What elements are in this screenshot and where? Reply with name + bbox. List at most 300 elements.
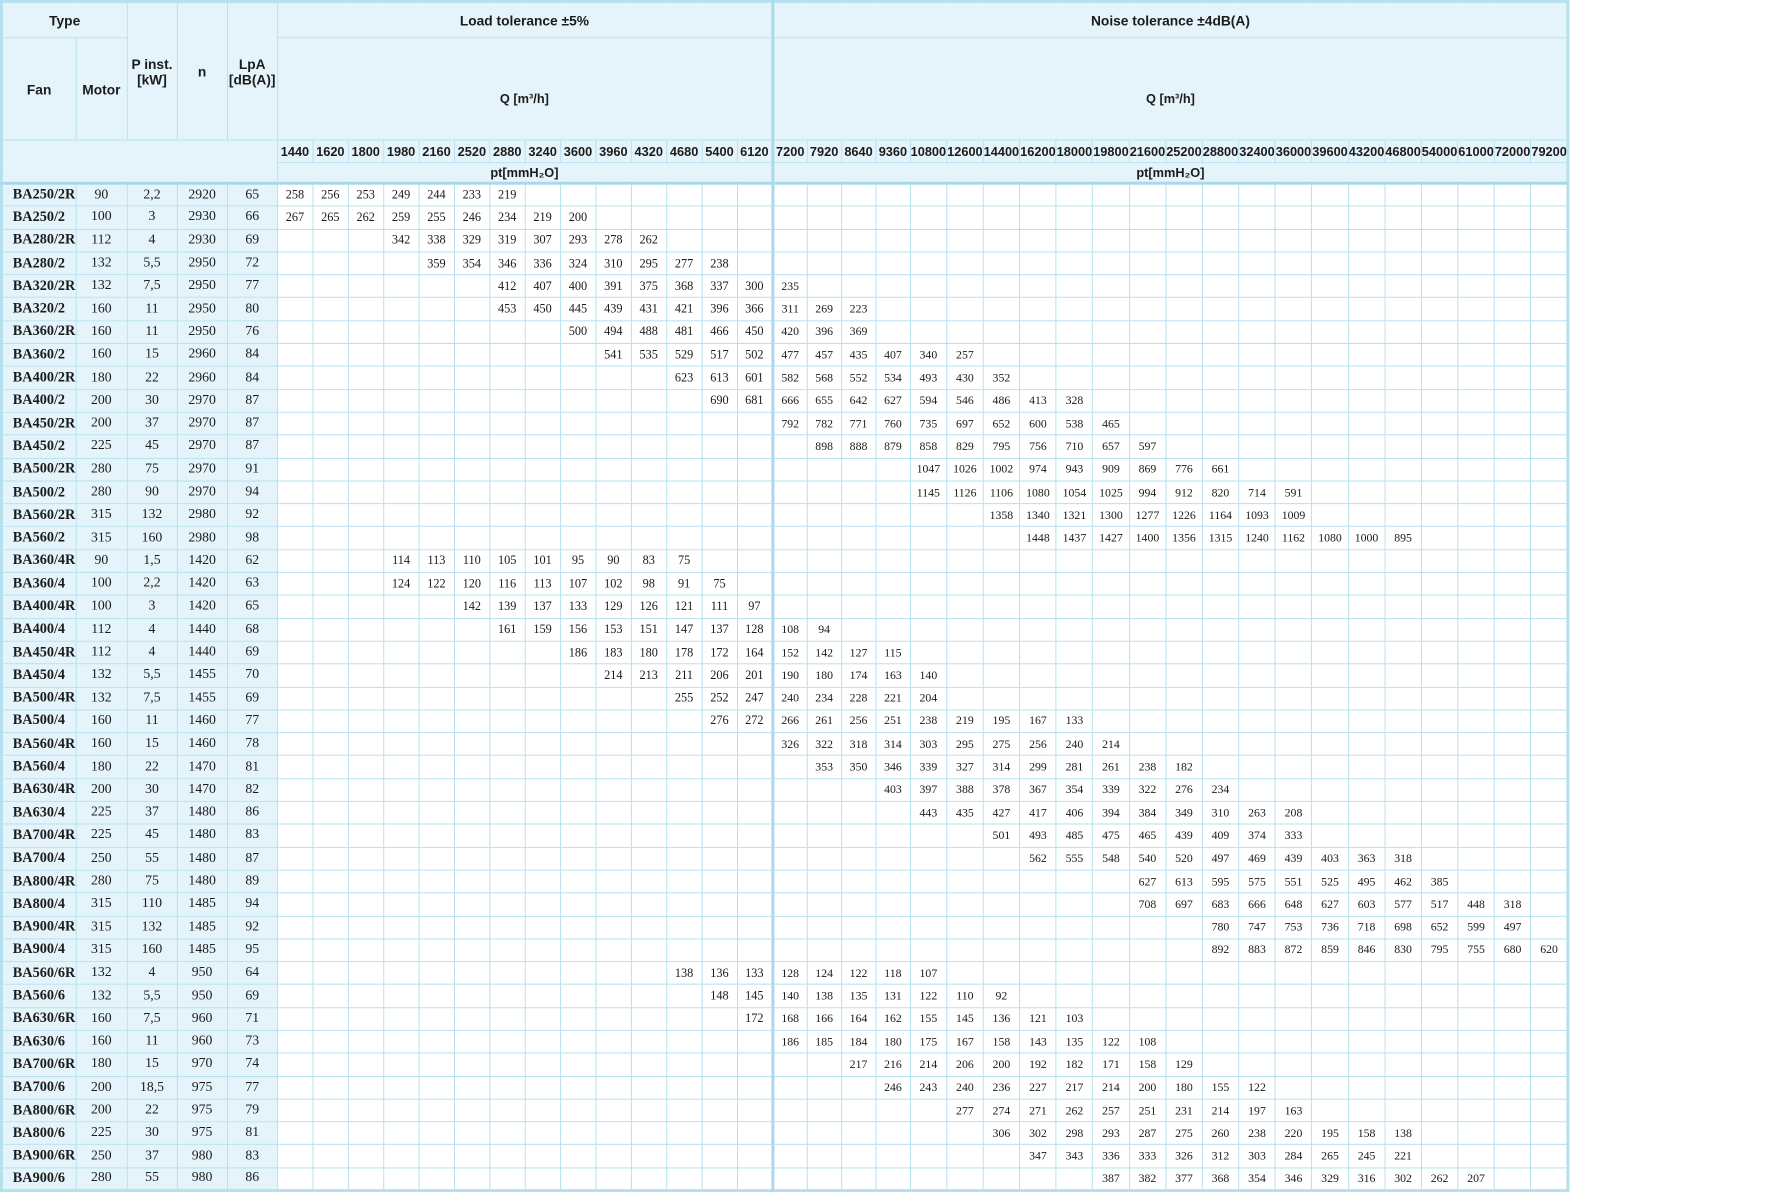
pressure-cell: 252 <box>702 687 737 710</box>
pressure-cell <box>1458 801 1495 824</box>
table-row <box>1 344 1568 367</box>
pressure-cell: 107 <box>910 962 947 985</box>
pressure-cell <box>277 321 312 344</box>
pressure-cell <box>1531 1030 1568 1053</box>
pressure-cell <box>631 824 666 847</box>
pressure-cell <box>419 962 454 985</box>
pressure-cell <box>560 779 595 802</box>
pressure-cell: 846 <box>1348 939 1385 962</box>
pressure-cell: 435 <box>841 344 875 367</box>
power-cell: 75 <box>127 458 177 481</box>
pressure-cell: 388 <box>947 779 984 802</box>
pressure-cell <box>983 572 1020 595</box>
pressure-cell <box>419 710 454 733</box>
pressure-cell <box>1056 595 1093 618</box>
pressure-cell <box>1421 206 1458 229</box>
pressure-cell <box>1531 275 1568 298</box>
pressure-cell <box>1020 664 1057 687</box>
pressure-cell <box>1275 252 1312 275</box>
pressure-cell <box>1020 985 1057 1008</box>
pressure-cell <box>910 1122 947 1145</box>
pressure-cell: 555 <box>1056 847 1093 870</box>
pressure-cell <box>348 618 383 641</box>
fan-cell: BA900/4R <box>1 916 75 939</box>
pressure-cell: 220 <box>1275 1122 1312 1145</box>
pressure-cell <box>348 527 383 550</box>
pressure-cell <box>525 344 560 367</box>
motor-cell: 180 <box>76 756 127 779</box>
pressure-cell <box>525 824 560 847</box>
pressure-cell <box>277 710 312 733</box>
pressure-cell <box>1239 1030 1276 1053</box>
pressure-cell <box>1494 710 1531 733</box>
pressure-cell <box>1093 572 1130 595</box>
pressure-cell: 420 <box>773 321 807 344</box>
pressure-cell <box>1202 710 1239 733</box>
pressure-cell <box>560 710 595 733</box>
pressure-cell <box>1494 801 1531 824</box>
fan-cell: BA280/2R <box>1 229 75 252</box>
pressure-cell <box>1312 1007 1349 1030</box>
motor-cell: 100 <box>76 572 127 595</box>
pressure-cell <box>631 733 666 756</box>
pressure-cell <box>702 916 737 939</box>
pressure-cell <box>419 275 454 298</box>
pressure-cell: 475 <box>1093 824 1130 847</box>
pressure-cell <box>1202 687 1239 710</box>
pressure-cell <box>737 504 772 527</box>
pressure-cell <box>313 1007 348 1030</box>
pressure-cell <box>631 939 666 962</box>
pressure-cell: 333 <box>1129 1145 1166 1168</box>
pressure-cell <box>383 870 418 893</box>
pressure-cell <box>277 847 312 870</box>
pressure-cell <box>383 1122 418 1145</box>
fan-cell: BA560/4 <box>1 756 75 779</box>
pressure-cell <box>1421 252 1458 275</box>
pressure-cell <box>666 1122 701 1145</box>
pressure-cell <box>1348 389 1385 412</box>
pressure-cell <box>1494 870 1531 893</box>
pressure-cell <box>1458 206 1495 229</box>
motor-cell: 160 <box>76 344 127 367</box>
pressure-cell: 174 <box>841 664 875 687</box>
pressure-cell: 336 <box>525 252 560 275</box>
pressure-cell <box>1275 985 1312 1008</box>
rpm-cell: 1470 <box>177 756 227 779</box>
pressure-cell <box>525 412 560 435</box>
pressure-cell <box>1458 1007 1495 1030</box>
pressure-cell <box>983 298 1020 321</box>
pressure-cell: 164 <box>737 641 772 664</box>
pressure-cell <box>773 458 807 481</box>
pressure-cell: 164 <box>841 1007 875 1030</box>
q-column-header: 2160 <box>419 140 454 163</box>
pressure-cell <box>1348 618 1385 641</box>
pressure-cell: 101 <box>525 550 560 573</box>
table-row <box>1 710 1568 733</box>
pressure-cell <box>490 1053 525 1076</box>
pressure-cell <box>1385 1076 1422 1099</box>
pressure-cell <box>1020 962 1057 985</box>
pressure-cell <box>277 412 312 435</box>
pressure-cell <box>910 252 947 275</box>
pressure-cell <box>666 985 701 1008</box>
fan-cell: BA320/2 <box>1 298 75 321</box>
pressure-cell <box>1166 275 1203 298</box>
pressure-cell <box>1421 389 1458 412</box>
pressure-cell <box>1312 824 1349 847</box>
pressure-cell: 131 <box>876 985 910 1008</box>
pressure-cell <box>1348 1076 1385 1099</box>
fan-cell: BA630/6R <box>1 1007 75 1030</box>
table-row <box>1 595 1568 618</box>
pressure-cell: 661 <box>1202 458 1239 481</box>
lpa-cell: 63 <box>227 572 277 595</box>
pressure-cell <box>490 824 525 847</box>
pressure-cell <box>313 458 348 481</box>
pressure-cell <box>1494 962 1531 985</box>
pressure-cell: 1340 <box>1020 504 1057 527</box>
pressure-cell <box>1275 595 1312 618</box>
power-cell: 30 <box>127 1122 177 1145</box>
pressure-cell: 820 <box>1202 481 1239 504</box>
pressure-cell <box>1239 733 1276 756</box>
pressure-cell: 340 <box>910 344 947 367</box>
pressure-cell: 400 <box>560 275 595 298</box>
pressure-cell <box>1275 1053 1312 1076</box>
pressure-cell: 214 <box>1093 733 1130 756</box>
pressure-cell <box>1275 1030 1312 1053</box>
pressure-cell <box>1421 801 1458 824</box>
pressure-cell: 310 <box>596 252 631 275</box>
pressure-cell <box>1348 962 1385 985</box>
pressure-cell: 680 <box>1494 939 1531 962</box>
pressure-cell <box>1020 321 1057 344</box>
power-cell: 90 <box>127 481 177 504</box>
pressure-cell: 601 <box>737 366 772 389</box>
pressure-cell: 346 <box>876 756 910 779</box>
pressure-cell <box>1494 824 1531 847</box>
pressure-cell: 337 <box>702 275 737 298</box>
pressure-cell <box>1531 893 1568 916</box>
pressure-cell: 366 <box>737 298 772 321</box>
power-cell: 160 <box>127 939 177 962</box>
pressure-cell <box>702 458 737 481</box>
pressure-cell: 666 <box>1239 893 1276 916</box>
pressure-cell: 262 <box>631 229 666 252</box>
pressure-cell <box>983 847 1020 870</box>
pressure-cell <box>1458 527 1495 550</box>
pressure-cell: 368 <box>1202 1168 1239 1191</box>
pressure-cell <box>1275 298 1312 321</box>
pressure-cell <box>773 1076 807 1099</box>
pressure-cell: 235 <box>773 275 807 298</box>
pressure-cell <box>1312 321 1349 344</box>
fan-cell: BA700/4 <box>1 847 75 870</box>
pressure-cell <box>1385 1099 1422 1122</box>
pressure-cell <box>277 779 312 802</box>
pressure-cell <box>631 458 666 481</box>
pressure-cell <box>419 1145 454 1168</box>
pressure-cell: 300 <box>737 275 772 298</box>
pressure-cell <box>1458 962 1495 985</box>
pressure-cell <box>876 893 910 916</box>
pressure-cell <box>1385 710 1422 733</box>
pressure-cell <box>313 893 348 916</box>
pressure-cell <box>1385 183 1422 206</box>
motor-cell: 100 <box>76 206 127 229</box>
pressure-cell <box>277 1076 312 1099</box>
q-column-header: 61000 <box>1458 140 1495 163</box>
pressure-cell <box>560 1053 595 1076</box>
pressure-cell: 1400 <box>1129 527 1166 550</box>
pressure-cell <box>560 1007 595 1030</box>
q-column-header: 72000 <box>1494 140 1531 163</box>
pressure-cell: 603 <box>1348 893 1385 916</box>
pressure-cell: 133 <box>560 595 595 618</box>
pressure-cell: 75 <box>702 572 737 595</box>
fan-cell: BA560/6R <box>1 962 75 985</box>
pressure-cell <box>841 1145 875 1168</box>
pressure-cell: 217 <box>1056 1076 1093 1099</box>
pressure-cell <box>910 298 947 321</box>
pressure-cell: 1145 <box>910 481 947 504</box>
pressure-cell <box>1494 435 1531 458</box>
pressure-cell <box>525 687 560 710</box>
pressure-cell <box>947 550 984 573</box>
pressure-cell <box>1531 206 1568 229</box>
pressure-cell <box>737 206 772 229</box>
pressure-cell <box>1093 389 1130 412</box>
pressure-cell: 525 <box>1312 870 1349 893</box>
pressure-cell: 122 <box>1239 1076 1276 1099</box>
pressure-cell <box>910 618 947 641</box>
lpa-cell: 78 <box>227 733 277 756</box>
pressure-cell <box>525 664 560 687</box>
pressure-cell <box>1020 939 1057 962</box>
pressure-cell <box>454 985 489 1008</box>
pressure-cell <box>1020 687 1057 710</box>
pressure-cell <box>910 1099 947 1122</box>
pressure-cell <box>737 1076 772 1099</box>
pressure-cell: 869 <box>1129 458 1166 481</box>
pressure-cell: 443 <box>910 801 947 824</box>
pressure-cell: 439 <box>1166 824 1203 847</box>
pressure-cell <box>525 458 560 481</box>
pressure-cell: 156 <box>560 618 595 641</box>
pressure-cell <box>1312 1099 1349 1122</box>
pressure-cell <box>841 870 875 893</box>
motor-cell: 280 <box>76 1168 127 1191</box>
pressure-cell <box>596 1030 631 1053</box>
pressure-cell <box>490 389 525 412</box>
pressure-cell: 257 <box>1093 1099 1130 1122</box>
pressure-cell <box>596 412 631 435</box>
pressure-cell: 238 <box>702 252 737 275</box>
q-column-header: 79200 <box>1531 140 1568 163</box>
pressure-cell <box>383 458 418 481</box>
pressure-cell: 541 <box>596 344 631 367</box>
pressure-cell <box>277 939 312 962</box>
pressure-cell <box>1275 641 1312 664</box>
pressure-cell <box>1385 504 1422 527</box>
pressure-cell <box>383 618 418 641</box>
pressure-cell: 657 <box>1093 435 1130 458</box>
pressure-cell <box>807 458 841 481</box>
pressure-cell: 231 <box>1166 1099 1203 1122</box>
pressure-cell <box>1202 344 1239 367</box>
pressure-cell <box>277 1053 312 1076</box>
pressure-cell <box>1421 572 1458 595</box>
pressure-cell <box>631 1122 666 1145</box>
pressure-cell <box>313 252 348 275</box>
pressure-cell <box>666 870 701 893</box>
pressure-cell <box>876 939 910 962</box>
pressure-cell: 495 <box>1348 870 1385 893</box>
lpa-cell: 76 <box>227 321 277 344</box>
pressure-cell <box>910 504 947 527</box>
pressure-cell <box>1312 252 1349 275</box>
fan-header: Fan <box>1 38 75 140</box>
pressure-cell: 261 <box>807 710 841 733</box>
table-row <box>1 229 1568 252</box>
pressure-cell <box>490 847 525 870</box>
pressure-cell <box>1239 962 1276 985</box>
pressure-cell <box>1093 710 1130 733</box>
pressure-cell <box>596 847 631 870</box>
pressure-cell <box>910 847 947 870</box>
pressure-cell <box>876 916 910 939</box>
pressure-cell <box>560 847 595 870</box>
power-cell: 5,5 <box>127 985 177 1008</box>
pressure-cell <box>348 733 383 756</box>
pressure-cell: 329 <box>1312 1168 1349 1191</box>
lpa-cell: 92 <box>227 916 277 939</box>
pressure-cell <box>1166 962 1203 985</box>
rpm-cell: 950 <box>177 962 227 985</box>
pressure-cell <box>702 1168 737 1191</box>
pressure-cell <box>1385 1030 1422 1053</box>
pressure-cell <box>807 206 841 229</box>
fan-cell: BA400/2R <box>1 366 75 389</box>
pressure-cell <box>383 1007 418 1030</box>
pressure-cell <box>419 1099 454 1122</box>
pressure-cell <box>1093 893 1130 916</box>
pressure-cell: 265 <box>1312 1145 1349 1168</box>
pressure-cell <box>1093 618 1130 641</box>
pressure-cell <box>666 893 701 916</box>
pressure-cell <box>1531 252 1568 275</box>
motor-cell: 315 <box>76 504 127 527</box>
pressure-cell: 652 <box>1421 916 1458 939</box>
pressure-cell <box>807 779 841 802</box>
pressure-cell: 275 <box>983 733 1020 756</box>
pressure-cell <box>277 298 312 321</box>
pressure-cell <box>807 1076 841 1099</box>
motor-cell: 90 <box>76 550 127 573</box>
pressure-cell <box>702 1053 737 1076</box>
pressure-cell <box>1239 206 1276 229</box>
motor-cell: 160 <box>76 710 127 733</box>
pressure-cell: 318 <box>1385 847 1422 870</box>
pressure-cell <box>383 412 418 435</box>
pressure-cell <box>1129 733 1166 756</box>
pressure-cell <box>1348 206 1385 229</box>
motor-cell: 200 <box>76 1099 127 1122</box>
table-row <box>1 481 1568 504</box>
pressure-cell: 145 <box>737 985 772 1008</box>
pressure-cell <box>702 1076 737 1099</box>
pressure-cell <box>454 1145 489 1168</box>
pressure-cell <box>525 1076 560 1099</box>
pressure-cell <box>348 756 383 779</box>
pressure-cell <box>1166 229 1203 252</box>
pressure-cell <box>666 412 701 435</box>
pressure-cell <box>876 572 910 595</box>
pressure-cell <box>1202 664 1239 687</box>
pressure-cell <box>1239 550 1276 573</box>
pressure-cell <box>1093 206 1130 229</box>
pressure-cell <box>1202 252 1239 275</box>
pressure-cell <box>454 824 489 847</box>
pressure-cell <box>419 687 454 710</box>
pressure-cell <box>383 1145 418 1168</box>
pressure-cell <box>1531 183 1568 206</box>
pressure-cell: 159 <box>525 618 560 641</box>
pressure-cell <box>631 1007 666 1030</box>
pressure-cell <box>1385 321 1422 344</box>
noise-pt-header: pt[mmH₂O] <box>773 163 1569 184</box>
fan-cell: BA630/4 <box>1 801 75 824</box>
q-column-header: 3960 <box>596 140 631 163</box>
pressure-cell <box>560 939 595 962</box>
pressure-cell <box>1129 572 1166 595</box>
pressure-cell <box>910 229 947 252</box>
pressure-cell <box>1202 412 1239 435</box>
power-cell: 132 <box>127 504 177 527</box>
fan-cell: BA450/2R <box>1 412 75 435</box>
pressure-cell: 158 <box>1129 1053 1166 1076</box>
pressure-cell <box>560 458 595 481</box>
pressure-cell <box>1312 641 1349 664</box>
pressure-cell <box>454 458 489 481</box>
pressure-cell <box>596 366 631 389</box>
fan-cell: BA560/2R <box>1 504 75 527</box>
pressure-cell <box>1056 572 1093 595</box>
pressure-cell <box>876 206 910 229</box>
pressure-cell: 391 <box>596 275 631 298</box>
pressure-cell: 497 <box>1202 847 1239 870</box>
pressure-cell <box>525 893 560 916</box>
pressure-cell: 497 <box>1494 916 1531 939</box>
motor-header: Motor <box>76 38 127 140</box>
pressure-cell <box>1494 664 1531 687</box>
pressure-cell <box>1312 412 1349 435</box>
pressure-cell: 538 <box>1056 412 1093 435</box>
pressure-cell: 1054 <box>1056 481 1093 504</box>
pressure-cell <box>1166 1030 1203 1053</box>
pressure-cell <box>1275 687 1312 710</box>
pressure-cell: 124 <box>807 962 841 985</box>
pressure-cell <box>1202 595 1239 618</box>
pressure-cell <box>1421 1076 1458 1099</box>
pressure-cell <box>277 962 312 985</box>
pressure-cell <box>1020 550 1057 573</box>
pressure-cell: 114 <box>383 550 418 573</box>
pressure-cell <box>1093 595 1130 618</box>
pressure-cell: 307 <box>525 229 560 252</box>
